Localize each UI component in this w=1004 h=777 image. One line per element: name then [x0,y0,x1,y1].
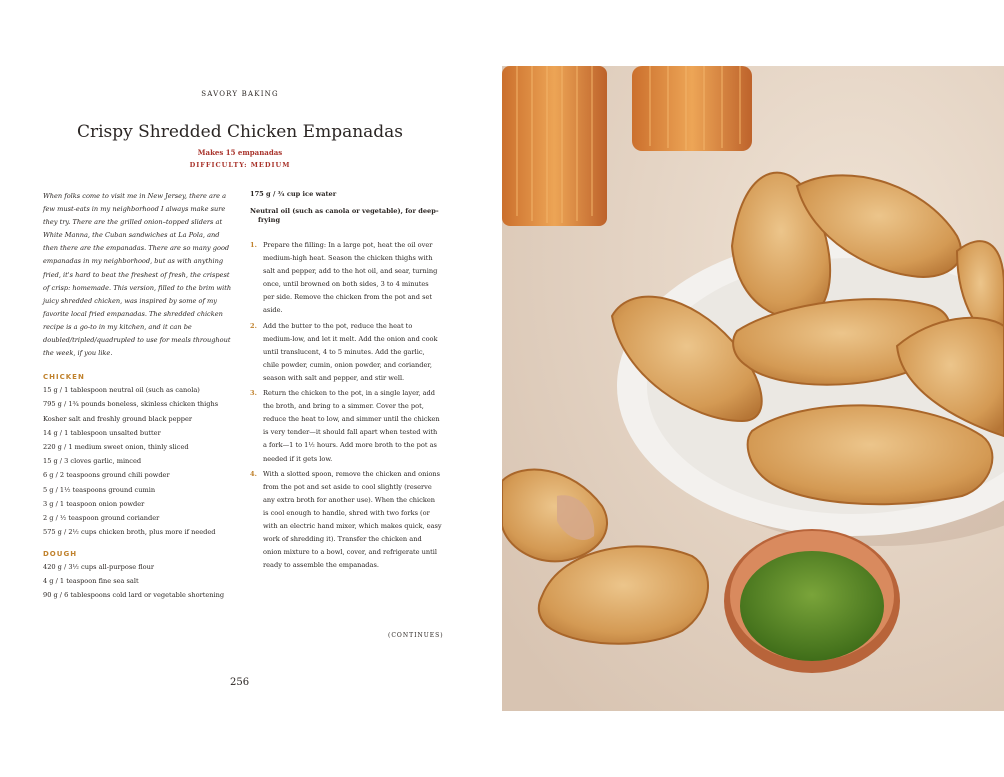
ingredient: 4 g / 1 teaspoon fine sea salt [43,577,139,586]
intro-paragraph: When folks come to visit me in New Jersey, there are a few must-eats in my neighborhood I always make sure they try. There are the grilled onion–topped sliders at White Manna, the Cuban sandwiches at La Pola, and then there are the empanadas. There are so many good empanadas in my neighborhood, but as with anything fried, it's hard to beat the freshest of fresh, the crispest of crisp: homemade. This version, filled to the brim with juicy shredded chicken, was inspired by some of my favorite local fried empanadas. The shredded chicken recipe is a go-to in my kitchen, and it can be doubled/tripled/quadrupled to use for meals throughout the week, if you like. [43,192,232,358]
empanadas-photo [502,66,1004,711]
section-eyebrow: SAVORY BAKING [201,90,279,98]
ingredient: 90 g / 6 tablespoons cold lard or vegetable shortening [43,591,225,600]
yield-text: Makes 15 empanadas [197,148,283,157]
ingredient: 15 g / 1 tablespoon neutral oil (such as canola) [43,386,200,395]
method-step [250,320,442,385]
method-steps [250,239,442,572]
difficulty-text: DIFFICULTY: MEDIUM [189,161,291,169]
step-text: Prepare the filling: In a large pot, heat the oil over medium-high heat. Season the chicken thighs with salt and pepper, add to the hot oil, and sear, turning once, until browned on both sides, 3 to 4 minutes per side. Remove the chicken from the pot and set aside. [263,241,438,315]
ingredient: 3 g / 1 teaspoon onion powder [43,499,145,508]
dough-ingredients [43,563,233,600]
ingredient: 795 g / 1¾ pounds boneless, skinless chicken thighs [43,400,219,409]
ingredient: Neutral oil (such as canola or vegetable), for deep-frying [250,207,439,224]
ingredient: 6 g / 2 teaspoons ground chili powder [43,471,170,480]
step-text: Return the chicken to the pot, in a single layer, add the broth, and bring to a simmer. Cover the pot, reduce the heat to low, and simmer until the chicken is very tender—it should fall apart when tested with a fork—1 to 1½ hours. Add more broth to the pot as needed if it gets low. [263,389,440,463]
page-number: 256 [230,677,250,688]
step-text: Add the butter to the pot, reduce the heat to medium-low, and let it melt. Add the onion and cook until translucent, 4 to 5 minutes. Add the garlic, chile powder, cumin, onion powder, and coriander, season with salt and pepper, and stir well. [263,321,438,382]
recipe-title: Crispy Shredded Chicken Empanadas [76,122,404,142]
chicken-heading: CHICKEN [43,373,85,382]
amber-glass [502,66,607,226]
ingredient: 420 g / 3½ cups all-purpose flour [43,563,154,572]
chicken-ingredients [43,386,233,537]
step-text: With a slotted spoon, remove the chicken and onions from the pot and set aside to cool slightly (reserve any extra broth for another use). When the chicken is cool enough to handle, shred with two forks (or with an electric hand mixer, which makes quick, easy work of shredding it). Transfer the chicken and onion mixture to a bowl, cover, and refrigerate until ready to assemble the empanadas. [263,469,442,570]
step-number: 2. [250,321,257,330]
recipe-page [0,0,500,777]
amber-glass [632,66,752,151]
ingredient: 5 g / 1½ teaspoons ground cumin [43,485,156,494]
food-photo-illustration [502,66,1004,711]
left-column [43,190,233,606]
continues-note: (CONTINUES) [388,632,444,639]
method-step [250,387,442,466]
ingredient: 15 g / 3 cloves garlic, minced [43,457,142,466]
right-column [250,190,442,574]
ingredient: 2 g / ½ teaspoon ground coriander [43,513,160,522]
step-number: 1. [250,241,257,249]
dough-heading: DOUGH [43,550,78,559]
sauce-bowl [724,529,900,673]
ingredient: 575 g / 2½ cups chicken broth, plus more if needed [43,528,216,537]
method-step [250,239,442,318]
ingredient: 220 g / 1 medium sweet onion, thinly sliced [43,442,189,451]
method-step [250,468,442,573]
ingredient: Kosher salt and freshly ground black pepper [43,414,193,423]
ingredient: 14 g / 1 tablespoon unsalted butter [43,428,161,437]
step-number: 3. [250,389,257,398]
step-number: 4. [250,469,257,478]
ingredient: 175 g / ¾ cup ice water [250,190,337,198]
